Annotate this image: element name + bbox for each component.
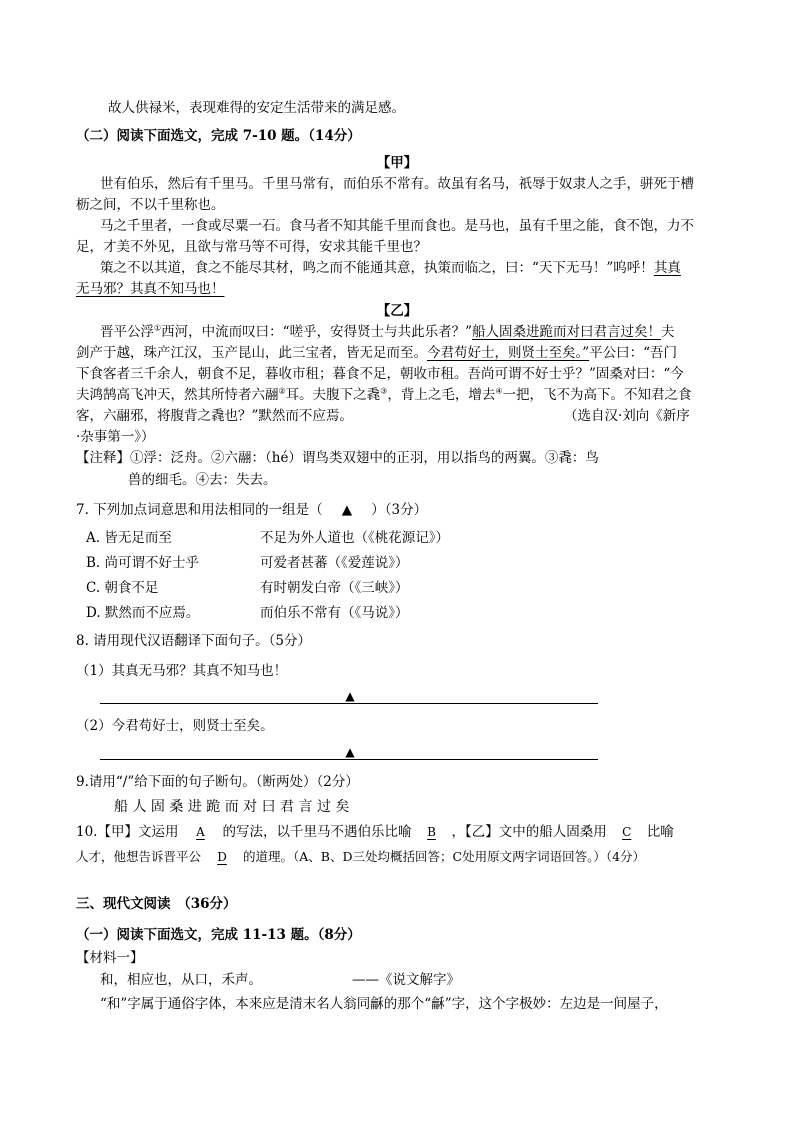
- passage-yi-heading: 【乙】: [376, 303, 418, 319]
- yi-l2-text-b: 平公曰：“吾门: [589, 345, 678, 361]
- passage-jia-heading: 【甲】: [376, 155, 418, 171]
- jia-underlined-sentence-part2: 无马邪？其真不知马也！: [76, 281, 225, 297]
- question-10-line-1: [76, 822, 674, 843]
- jia-paragraph-3-line-1: [100, 258, 681, 279]
- yi-underlined-sentence-2: 今君苟好士，则贤士至矣。”: [427, 345, 590, 361]
- q10-blank-b[interactable]: B: [427, 825, 436, 839]
- q9-sentence: 船 人 固 桑 进 跪 而 对 曰 君 言 过 矣: [114, 799, 350, 815]
- section-3-title: 三、现代文阅读 （36分）: [76, 896, 237, 912]
- question-8-stem: 8. 请用现代汉语翻译下面句子。（5分）: [76, 633, 312, 649]
- note-ref-1: ①: [154, 323, 162, 333]
- yi-l1-text: 晋平公浮: [100, 324, 154, 340]
- yi-l1-text-b: 西河，中流而叹曰：“嗟乎，安得贤士与共此乐者？”: [161, 324, 472, 340]
- yi-l4-text-d: 一把，飞不为高下。不知君之食: [502, 387, 692, 403]
- yi-source-citation-cont: ·杂事第一》）: [76, 429, 155, 445]
- yi-l4-text: 夫鸿鹄高飞冲天，然其所恃者六翮: [76, 387, 279, 403]
- yi-l4-text-b: 耳。夫腹下之毳: [285, 387, 381, 403]
- q8-answer-line-2[interactable]: [100, 759, 598, 760]
- question-7-stem: [76, 500, 427, 521]
- q7-option-a: A. 皆无足而至: [86, 530, 172, 546]
- jia-paragraph-1-line-1: 世有伯乐，然后有千里马。千里马常有，而伯乐不常有。故虽有名马，祇辱于奴隶人之手，骈死于槽: [100, 176, 694, 192]
- yi-source-citation: （选自汉·刘向《新序: [564, 408, 690, 424]
- yi-line-3: 下食客者三千余人，朝食不足，暮收市租；暮食不足，朝收市租。吾尚可谓不好士乎？”固桑对曰：“今: [76, 366, 684, 382]
- q7-option-a-compare: 不足为外人道也（《桃花源记》）: [260, 530, 449, 546]
- jia-underlined-sentence-part1: 其真: [653, 260, 681, 276]
- jia-paragraph-1-line-2: 枥之间，不以千里称也。: [76, 197, 225, 213]
- q10-text-f: 的道理。（A、B、D三处均概括回答；C处用原文两字词语回答。）（4分）: [243, 849, 646, 864]
- q7-option-d: D. 默然而不应焉。: [86, 605, 200, 621]
- yi-line-2: [76, 343, 677, 364]
- section-3-subsection-1-title: （一）阅读下面选文，完成 11-13 题。（8分）: [76, 927, 361, 943]
- section-2-title: （二）阅读下面选文，完成 7-10 题。（14分）: [76, 128, 361, 144]
- note-ref-3: ③: [380, 386, 388, 396]
- q8-answer-line-1[interactable]: [100, 703, 598, 704]
- jia-paragraph-3-line-2: [76, 279, 225, 300]
- material-1-source: ——《说文解字》: [352, 972, 460, 988]
- yi-line-5: 客，六翮邪，将腹背之毳也？”默然而不应焉。: [76, 408, 353, 424]
- q7-option-c: C. 朝食不足: [86, 580, 159, 596]
- q10-blank-c[interactable]: C: [622, 825, 632, 839]
- question-10-line-2: [76, 846, 645, 868]
- q8-sentence-1: （1）其真无马邪？其真不知马也！: [76, 663, 288, 679]
- yi-l1-text-c: 夫: [660, 324, 675, 340]
- yi-line-4: [76, 385, 692, 406]
- yi-l2-text: 剑产于越，珠产江汉，玉产昆山，此三宝者，皆无足而至。: [76, 345, 427, 361]
- yi-l4-text-c: ，背上之毛，增去: [387, 387, 496, 403]
- q7-option-c-compare: 有时朝发白帝（《三峡》）: [260, 580, 409, 596]
- q7-stem-text: 7. 下列加点词意思和用法相同的一组是（: [76, 502, 323, 518]
- q10-blank-a[interactable]: A: [196, 825, 205, 839]
- q10-text-b: 的写法，以千里马不遇伯乐比喻: [222, 824, 412, 840]
- answer-marker: ▲: [341, 502, 353, 518]
- q8-answer-marker-2: ▲: [345, 745, 355, 759]
- yi-underlined-sentence-1: 船人固桑进跪而对曰君言过矣！: [471, 324, 661, 340]
- q7-option-d-compare: 而伯乐不常有（《马说》）: [260, 605, 409, 621]
- jia-p3-text: 策之不以其道，食之不能尽其材，鸣之而不能通其意，执策而临之，曰：“天下无马！”呜呼！: [100, 260, 654, 276]
- jia-paragraph-2-line-2: 足，才美不外见，且欲与常马等不可得，安求其能千里也？: [76, 239, 427, 255]
- q10-text-d: 比喻: [646, 824, 674, 840]
- material-1-paragraph-line: “和”字属于通俗字体，本来应是清末名人翁同龢的那个“龢”字，这个字极妙：左边是一间屋子，: [100, 996, 668, 1012]
- q7-option-b-compare: 可爱者甚蕃（《爱莲说》）: [260, 555, 409, 571]
- jia-paragraph-2-line-1: 马之千里者，一食或尽粟一石。食马者不知其能千里而食也。是马也，虽有千里之能，食不饱，力不: [100, 218, 694, 234]
- q7-points: ）（3分）: [371, 502, 428, 518]
- prev-answer-line: 故人供禄米，表现难得的安定生活带来的满足感。: [108, 100, 405, 116]
- question-9-stem: 9.请用“/”给下面的句子断句。（断两处）（2分）: [76, 774, 359, 790]
- note-ref-4: ④: [495, 386, 503, 396]
- material-1-heading: 【材料一】: [76, 950, 144, 966]
- q10-text-a: 10.【甲】文运用: [76, 824, 179, 840]
- q10-blank-d[interactable]: D: [217, 850, 227, 864]
- q8-sentence-2: （2）今君苟好士，则贤士至矣。: [76, 718, 274, 734]
- note-ref-2: ②: [278, 386, 286, 396]
- q7-option-b: B. 尚可谓不好士乎: [86, 555, 200, 571]
- annotation-line-1: 【注释】①浮：泛舟。②六翮：（hé）谓鸟类双翅中的正羽，用以指鸟的两翼。③毳：鸟: [76, 450, 599, 466]
- annotation-line-2: 兽的细毛。④去：失去。: [128, 472, 277, 488]
- q10-text-e: 人才，他想告诉晋平公: [76, 849, 202, 864]
- yi-line-1: [100, 322, 674, 343]
- q10-text-c: ，【乙】文中的船人固桑用: [451, 824, 607, 840]
- material-1-definition: 和，相应也，从口，禾声。: [100, 972, 262, 988]
- q8-answer-marker-1: ▲: [345, 689, 355, 703]
